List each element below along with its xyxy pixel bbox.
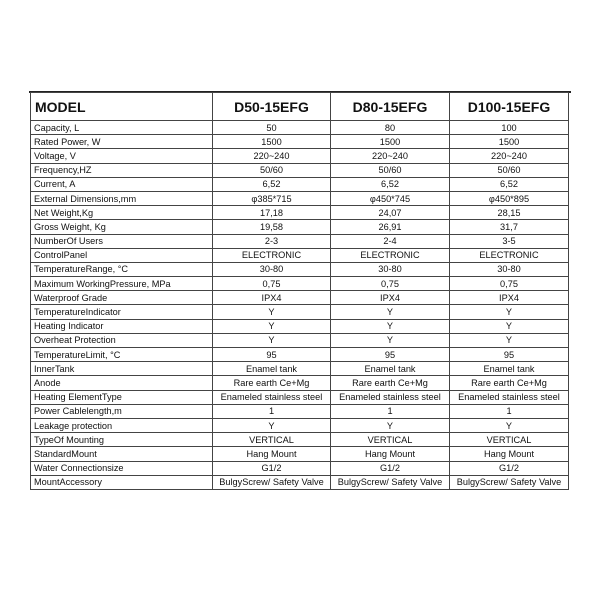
table-row <box>31 277 569 291</box>
row-label: InnerTank <box>31 362 213 376</box>
row-label: Heating ElementType <box>31 390 213 404</box>
row-value: 6,52 <box>450 177 569 191</box>
row-value: ELECTRONIC <box>450 248 569 262</box>
row-label: TemperatureIndicator <box>31 305 213 319</box>
row-label: Waterproof Grade <box>31 291 213 305</box>
table-row <box>31 163 569 177</box>
table-row <box>31 433 569 447</box>
row-value: G1/2 <box>331 461 450 475</box>
row-value: 6,52 <box>213 177 331 191</box>
table-row <box>31 248 569 262</box>
row-value: 30-80 <box>331 262 450 276</box>
row-value: 2-4 <box>331 234 450 248</box>
row-value: φ450*745 <box>331 191 450 205</box>
header-model-d100: D100-15EFG <box>450 93 569 121</box>
row-value: 24,07 <box>331 206 450 220</box>
table-row <box>31 362 569 376</box>
row-value: Hang Mount <box>331 447 450 461</box>
row-value: G1/2 <box>450 461 569 475</box>
table-row <box>31 475 569 489</box>
table-row <box>31 262 569 276</box>
row-value: VERTICAL <box>450 433 569 447</box>
row-value: Rare earth Ce+Mg <box>213 376 331 390</box>
table-row <box>31 319 569 333</box>
spec-table <box>30 92 569 490</box>
table-row <box>31 305 569 319</box>
row-label: StandardMount <box>31 447 213 461</box>
row-value: 1500 <box>331 135 450 149</box>
row-value: 0,75 <box>450 277 569 291</box>
table-row <box>31 291 569 305</box>
table-row <box>31 447 569 461</box>
row-value: 30-80 <box>450 262 569 276</box>
row-label: NumberOf Users <box>31 234 213 248</box>
row-value: Y <box>331 418 450 432</box>
row-value: Y <box>331 305 450 319</box>
row-value: Y <box>450 319 569 333</box>
row-value: 95 <box>450 348 569 362</box>
table-row <box>31 206 569 220</box>
row-value: 1 <box>213 404 331 418</box>
row-label: External Dimensions,mm <box>31 191 213 205</box>
row-value: Enameled stainless steel <box>331 390 450 404</box>
row-value: 1 <box>331 404 450 418</box>
row-value: 30-80 <box>213 262 331 276</box>
row-value: IPX4 <box>450 291 569 305</box>
row-value: 0,75 <box>213 277 331 291</box>
table-row <box>31 461 569 475</box>
row-value: Hang Mount <box>213 447 331 461</box>
row-value: 1500 <box>213 135 331 149</box>
row-label: Overheat Protection <box>31 333 213 347</box>
row-value: Y <box>331 333 450 347</box>
row-label: Capacity, L <box>31 121 213 135</box>
table-row <box>31 390 569 404</box>
table-row <box>31 135 569 149</box>
row-value: 100 <box>450 121 569 135</box>
row-value: 50/60 <box>450 163 569 177</box>
row-label: Voltage, V <box>31 149 213 163</box>
row-value: VERTICAL <box>213 433 331 447</box>
row-value: 220~240 <box>331 149 450 163</box>
row-label: Frequency,HZ <box>31 163 213 177</box>
row-value: 6,52 <box>331 177 450 191</box>
table-row <box>31 418 569 432</box>
row-value: ELECTRONIC <box>331 248 450 262</box>
row-value: 19,58 <box>213 220 331 234</box>
row-value: φ385*715 <box>213 191 331 205</box>
table-row <box>31 177 569 191</box>
row-label: Rated Power, W <box>31 135 213 149</box>
row-value: Hang Mount <box>450 447 569 461</box>
row-value: Y <box>331 319 450 333</box>
table-row <box>31 149 569 163</box>
row-value: 26,91 <box>331 220 450 234</box>
row-value: 50/60 <box>213 163 331 177</box>
row-label: TemperatureRange, °C <box>31 262 213 276</box>
row-value: 3-5 <box>450 234 569 248</box>
row-value: Enameled stainless steel <box>450 390 569 404</box>
row-value: Y <box>213 305 331 319</box>
row-label: Gross Weight, Kg <box>31 220 213 234</box>
header-model-d50: D50-15EFG <box>213 93 331 121</box>
row-value: 220~240 <box>213 149 331 163</box>
row-label: MountAccessory <box>31 475 213 489</box>
header-model-label: MODEL <box>31 93 213 121</box>
row-label: Anode <box>31 376 213 390</box>
row-value: φ450*895 <box>450 191 569 205</box>
row-value: 80 <box>331 121 450 135</box>
row-value: Rare earth Ce+Mg <box>450 376 569 390</box>
row-value: 50/60 <box>331 163 450 177</box>
row-value: Y <box>450 305 569 319</box>
row-value: G1/2 <box>213 461 331 475</box>
row-value: 17,18 <box>213 206 331 220</box>
table-row <box>31 234 569 248</box>
row-value: Y <box>213 418 331 432</box>
row-value: Enamel tank <box>213 362 331 376</box>
row-label: Net Weight,Kg <box>31 206 213 220</box>
table-row <box>31 333 569 347</box>
row-value: VERTICAL <box>331 433 450 447</box>
row-value: 28,15 <box>450 206 569 220</box>
row-label: Water Connectionsize <box>31 461 213 475</box>
row-value: ELECTRONIC <box>213 248 331 262</box>
row-label: Heating Indicator <box>31 319 213 333</box>
row-label: TemperatureLimit, °C <box>31 348 213 362</box>
table-header-row <box>31 93 569 121</box>
table-row <box>31 376 569 390</box>
row-value: BulgyScrew/ Safety Valve <box>213 475 331 489</box>
row-value: BulgyScrew/ Safety Valve <box>450 475 569 489</box>
row-value: 2-3 <box>213 234 331 248</box>
row-value: 31,7 <box>450 220 569 234</box>
table-row <box>31 121 569 135</box>
table-row <box>31 348 569 362</box>
row-value: Enamel tank <box>450 362 569 376</box>
row-value: 50 <box>213 121 331 135</box>
row-label: Current, A <box>31 177 213 191</box>
row-value: IPX4 <box>331 291 450 305</box>
row-value: BulgyScrew/ Safety Valve <box>331 475 450 489</box>
row-value: Rare earth Ce+Mg <box>331 376 450 390</box>
row-value: IPX4 <box>213 291 331 305</box>
table-row <box>31 220 569 234</box>
row-value: Enamel tank <box>331 362 450 376</box>
table-row <box>31 191 569 205</box>
row-value: 1500 <box>450 135 569 149</box>
row-label: Leakage protection <box>31 418 213 432</box>
row-label: TypeOf Mounting <box>31 433 213 447</box>
row-label: ControlPanel <box>31 248 213 262</box>
row-value: 0,75 <box>331 277 450 291</box>
row-value: 220~240 <box>450 149 569 163</box>
row-value: Y <box>450 418 569 432</box>
row-label: Power Cablelength,m <box>31 404 213 418</box>
table-row <box>31 404 569 418</box>
spec-body <box>31 121 569 490</box>
row-value: 95 <box>213 348 331 362</box>
row-value: Y <box>213 333 331 347</box>
row-value: Y <box>450 333 569 347</box>
row-value: 95 <box>331 348 450 362</box>
row-value: Enameled stainless steel <box>213 390 331 404</box>
header-model-d80: D80-15EFG <box>331 93 450 121</box>
row-value: Y <box>213 319 331 333</box>
row-value: 1 <box>450 404 569 418</box>
row-label: Maximum WorkingPressure, MPa <box>31 277 213 291</box>
